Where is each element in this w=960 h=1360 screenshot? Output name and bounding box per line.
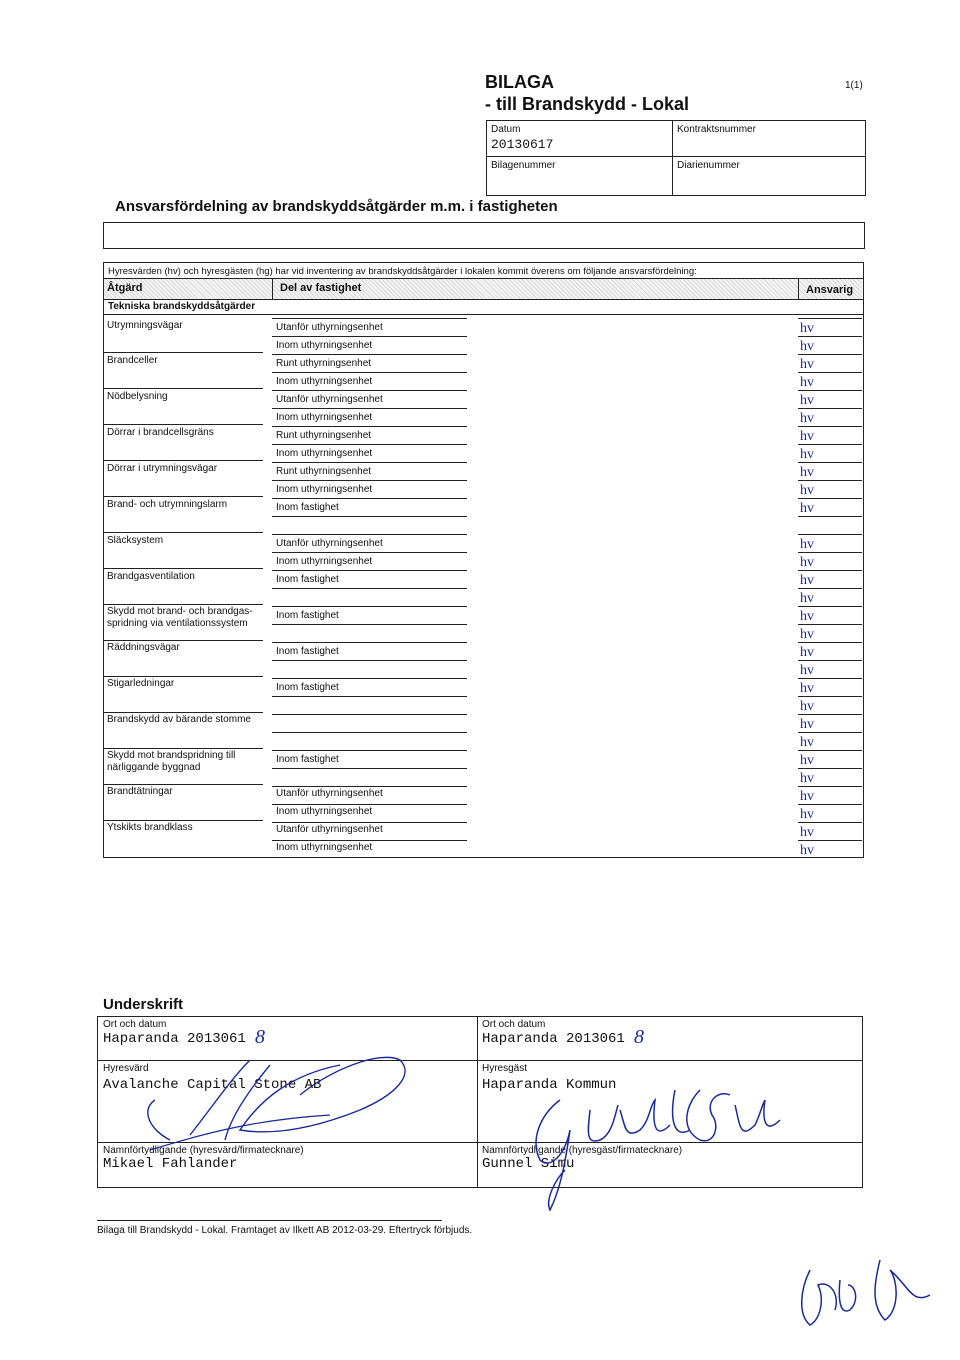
- left-ort-value: Haparanda 2013061: [103, 1031, 246, 1047]
- header-box: [486, 120, 866, 196]
- row-line: [272, 786, 467, 787]
- responsible-cell: hv: [800, 357, 814, 372]
- location-cell: Inom fastighet: [276, 682, 339, 693]
- action-label: Brandgasventilation: [107, 571, 195, 582]
- location-cell: Utanför uthyrningsenhet: [276, 394, 383, 405]
- group-line: [103, 532, 263, 533]
- location-cell: Inom fastighet: [276, 646, 339, 657]
- row-line: [272, 804, 467, 805]
- location-cell: Inom uthyrningsenhet: [276, 448, 373, 459]
- responsible-cell: hv: [800, 339, 814, 354]
- right-party-label: Hyresgäst: [482, 1063, 528, 1074]
- row-line: [272, 372, 467, 373]
- group-line: [103, 352, 263, 353]
- action-label: Räddningsvägar: [107, 642, 180, 653]
- group-line: [103, 784, 263, 785]
- action-label-line2: närliggande byggnad: [107, 762, 201, 773]
- group-line: [103, 640, 263, 641]
- group-line: [103, 820, 263, 821]
- bilage-label: Bilagenummer: [491, 160, 556, 171]
- row-line: [272, 696, 467, 697]
- location-cell: Runt uthyrningsenhet: [276, 430, 372, 441]
- tenant-signature: [500, 1070, 820, 1215]
- location-cell: Inom fastighet: [276, 754, 339, 765]
- row-line: [272, 768, 467, 769]
- right-name-value: Gunnel Simu: [482, 1156, 575, 1172]
- action-label: Brandtätningar: [107, 786, 173, 797]
- landlord-signature: [130, 1040, 430, 1160]
- row-line: [272, 498, 467, 499]
- location-cell: Inom uthyrningsenhet: [276, 484, 373, 495]
- bilaga-title: BILAGA: [485, 72, 554, 92]
- left-ort-label: Ort och datum: [103, 1019, 167, 1030]
- responsible-cell: hv: [800, 411, 814, 426]
- left-name-label: Namnförtydligande (hyresvärd/firmatecknare): [103, 1145, 304, 1156]
- row-line: [272, 822, 467, 823]
- initials-mark: [790, 1240, 940, 1335]
- responsible-cell: hv: [800, 681, 814, 696]
- location-cell: Inom uthyrningsenhet: [276, 806, 373, 817]
- group-line: [103, 496, 263, 497]
- left-party-value: Avalanche Capital Stone AB: [103, 1077, 322, 1093]
- row-line: [272, 588, 467, 589]
- diarie-label: Diarienummer: [677, 160, 740, 171]
- row-line: [272, 516, 467, 517]
- row-line: [272, 660, 467, 661]
- responsible-cell: hv: [800, 699, 814, 714]
- location-cell: Inom fastighet: [276, 574, 339, 585]
- row-line: [272, 642, 467, 643]
- row-line: [798, 534, 862, 535]
- intro-text: Hyresvärden (hv) och hyresgästen (hg) har vid inventering av brandskyddsåtgärder i lokalen kommit överens om följande ansvarsfördelning:: [108, 266, 697, 277]
- section-title: Ansvarsfördelning av brandskyddsåtgärder m.m. i fastigheten: [115, 198, 558, 215]
- action-label: Brand- och utrymningslarm: [107, 499, 228, 510]
- responsible-cell: hv: [800, 663, 814, 678]
- location-cell: Utanför uthyrningsenhet: [276, 788, 383, 799]
- row-line: [272, 408, 467, 409]
- row-line: [272, 426, 467, 427]
- row-line: [272, 714, 467, 715]
- location-cell: Runt uthyrningsenhet: [276, 466, 372, 477]
- responsible-cell: hv: [800, 627, 814, 642]
- bilaga-subtitle: - till Brandskydd - Lokal: [485, 94, 690, 114]
- location-cell: Inom fastighet: [276, 610, 339, 621]
- row-line: [272, 552, 467, 553]
- action-label: Brandceller: [107, 355, 158, 366]
- group-line: [103, 748, 263, 749]
- col-part-header: Del av fastighet: [280, 282, 362, 294]
- right-party-value: Haparanda Kommun: [482, 1077, 617, 1093]
- row-line: [272, 390, 467, 391]
- datum-value: 20130617: [491, 137, 554, 152]
- group-line: [103, 604, 263, 605]
- subheader: Tekniska brandskyddsåtgärder: [108, 301, 256, 312]
- location-cell: Inom uthyrningsenhet: [276, 556, 373, 567]
- property-box: [103, 222, 865, 249]
- col-action-header: Åtgärd: [107, 282, 143, 294]
- left-name-value: Mikael Fahlander: [103, 1156, 238, 1172]
- action-label: Ytskikts brandklass: [107, 822, 193, 833]
- row-line: [272, 606, 467, 607]
- responsible-cell: hv: [800, 501, 814, 516]
- handwritten-digit: 8: [255, 1026, 265, 1048]
- kontrakt-label: Kontraktsnummer: [677, 124, 756, 135]
- responsible-cell: hv: [800, 609, 814, 624]
- right-ort-value: Haparanda 2013061: [482, 1031, 625, 1047]
- location-cell: Utanför uthyrningsenhet: [276, 824, 383, 835]
- action-label: Dörrar i brandcellsgräns: [107, 427, 214, 438]
- action-label: Släcksystem: [107, 535, 164, 546]
- responsible-cell: hv: [800, 483, 814, 498]
- responsible-cell: hv: [800, 393, 814, 408]
- row-line: [272, 624, 467, 625]
- action-label: Dörrar i utrymningsvägar: [107, 463, 218, 474]
- responsible-cell: hv: [800, 555, 814, 570]
- location-cell: Utanför uthyrningsenhet: [276, 322, 383, 333]
- right-ort-label: Ort och datum: [482, 1019, 546, 1030]
- row-line: [798, 318, 862, 319]
- responsible-cell: hv: [800, 321, 814, 336]
- responsible-cell: hv: [800, 591, 814, 606]
- responsible-cell: hv: [800, 447, 814, 462]
- signature-heading: Underskrift: [103, 996, 184, 1013]
- responsible-cell: hv: [800, 717, 814, 732]
- row-line: [272, 336, 467, 337]
- responsible-cell: hv: [800, 375, 814, 390]
- datum-label: Datum: [491, 124, 521, 135]
- action-label: Brandskydd av bärande stomme: [107, 714, 251, 725]
- location-cell: Inom uthyrningsenhet: [276, 412, 373, 423]
- row-line: [272, 480, 467, 481]
- location-cell: Inom fastighet: [276, 502, 339, 513]
- responsible-cell: hv: [800, 825, 814, 840]
- responsible-cell: hv: [800, 843, 814, 858]
- responsible-cell: hv: [800, 573, 814, 588]
- action-label: Nödbelysning: [107, 391, 168, 402]
- responsible-cell: hv: [800, 771, 814, 786]
- row-line: [272, 534, 467, 535]
- group-line: [103, 424, 263, 425]
- responsible-cell: hv: [800, 807, 814, 822]
- responsible-cell: hv: [800, 465, 814, 480]
- responsible-cell: hv: [800, 537, 814, 552]
- group-line: [103, 568, 263, 569]
- row-line: [272, 570, 467, 571]
- location-cell: Runt uthyrningsenhet: [276, 358, 372, 369]
- location-cell: Utanför uthyrningsenhet: [276, 538, 383, 549]
- group-line: [103, 460, 263, 461]
- row-line: [272, 462, 467, 463]
- row-line: [272, 444, 467, 445]
- responsible-cell: hv: [800, 429, 814, 444]
- row-line: [272, 354, 467, 355]
- row-line: [272, 318, 467, 319]
- footer: Bilaga till Brandskydd - Lokal. Framtaget av Ilkett AB 2012-03-29. Eftertryck förbjuds.: [97, 1225, 473, 1236]
- left-party-label: Hyresvärd: [103, 1063, 149, 1074]
- action-label-line2: spridning via ventilationssystem: [107, 618, 248, 629]
- location-cell: Inom uthyrningsenhet: [276, 842, 373, 853]
- row-line: [272, 840, 467, 841]
- action-label: Stigarledningar: [107, 678, 175, 689]
- action-label: Utrymningsvägar: [107, 320, 183, 331]
- header-shading: [104, 279, 862, 299]
- responsible-cell: hv: [800, 789, 814, 804]
- location-cell: Inom uthyrningsenhet: [276, 340, 373, 351]
- right-name-label: Namnförtydligande (hyresgäst/firmatecknare): [482, 1145, 683, 1156]
- responsible-cell: hv: [800, 645, 814, 660]
- page-number: 1(1): [845, 80, 863, 91]
- row-line: [272, 678, 467, 679]
- action-label: Skydd mot brandspridning till: [107, 750, 236, 761]
- location-cell: Inom uthyrningsenhet: [276, 376, 373, 387]
- group-line: [103, 712, 263, 713]
- handwritten-digit: 8: [634, 1026, 644, 1048]
- row-line: [272, 750, 467, 751]
- responsible-cell: hv: [800, 753, 814, 768]
- action-label: Skydd mot brand- och brandgas-: [107, 606, 253, 617]
- responsible-cell: hv: [800, 735, 814, 750]
- group-line: [103, 676, 263, 677]
- group-line: [103, 388, 263, 389]
- col-resp-header: Ansvarig: [806, 284, 854, 296]
- row-line: [272, 732, 467, 733]
